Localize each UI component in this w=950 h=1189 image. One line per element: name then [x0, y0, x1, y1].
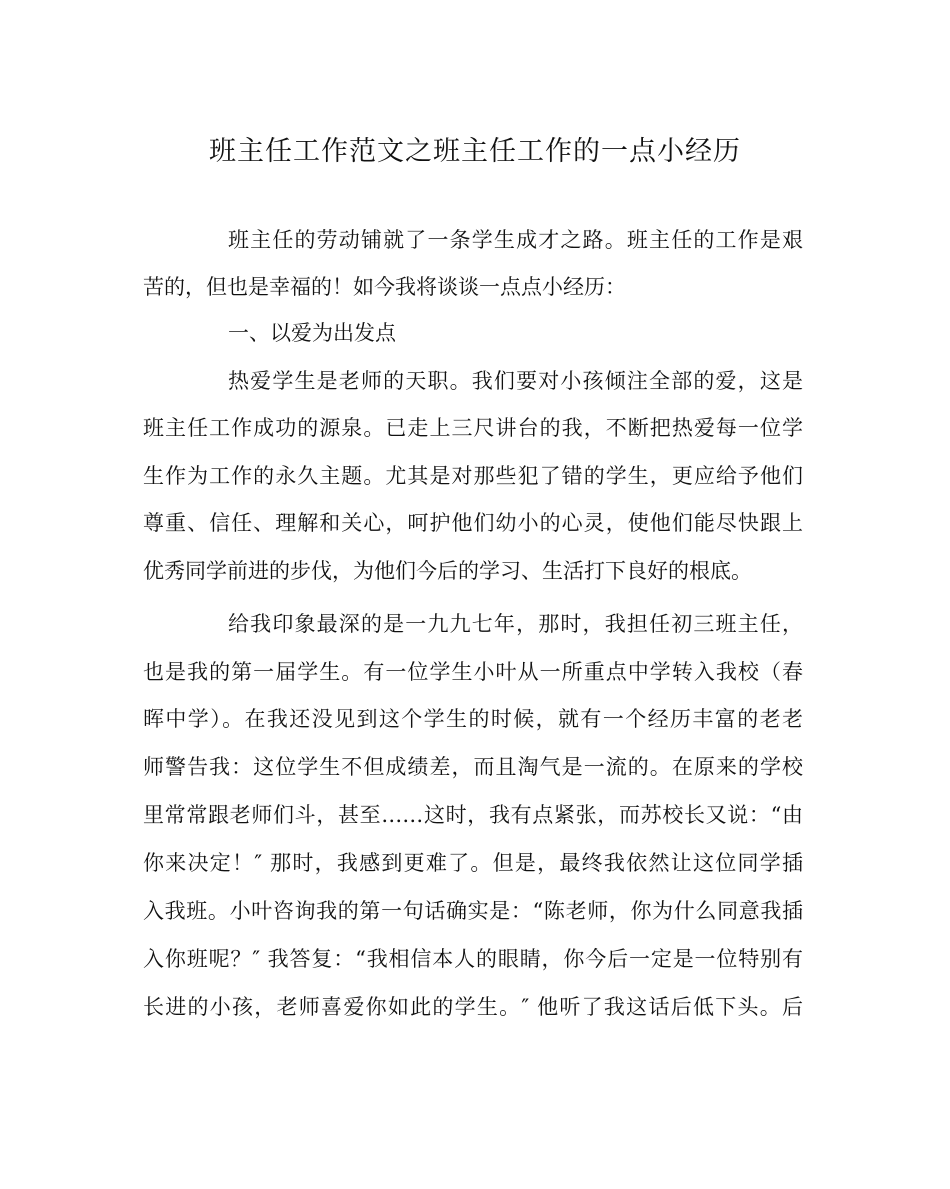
- paragraph-line: 班主任的劳动铺就了一条学生成才之路。班主任的工作是艰: [228, 228, 803, 252]
- paragraph-line: 长进的小孩，老师喜爱你如此的学生。″ 他听了我这话后低下头。后: [143, 995, 803, 1019]
- paragraph-line: 师警告我：这位学生不但成绩差，而且淘气是一流的。在原来的学校: [143, 755, 803, 779]
- paragraph-line: 热爱学生是老师的天职。我们要对小孩倾注全部的爱，这是: [228, 369, 803, 393]
- paragraph-line: 你来决定！″ 那时，我感到更难了。但是，最终我依然让这位同学插: [143, 851, 803, 875]
- paragraph-line: 生作为工作的永久主题。尤其是对那些犯了错的学生，更应给予他们: [143, 464, 803, 488]
- paragraph-line: 里常常跟老师们斗，甚至……这时，我有点紧张，而苏校长又说：“由: [143, 803, 803, 827]
- paragraph-line: 也是我的第一届学生。有一位学生小叶从一所重点中学转入我校（春: [143, 660, 803, 684]
- document-title: 班主任工作范文之班主任工作的一点小经历: [209, 136, 741, 167]
- paragraph-line: 苦的，但也是幸福的！如今我将谈谈一点点小经历：: [143, 275, 626, 299]
- section-heading: 一、以爱为出发点: [228, 321, 396, 345]
- paragraph-line: 尊重、信任、理解和关心，呵护他们幼小的心灵，使他们能尽快跟上: [143, 511, 803, 535]
- paragraph-line: 晖中学）。在我还没见到这个学生的时候，就有一个经历丰富的老老: [143, 707, 803, 731]
- paragraph-line: 入你班呢？″ 我答复：“我相信本人的眼睛，你今后一定是一位特别有: [143, 947, 803, 971]
- paragraph-line: 班主任工作成功的源泉。已走上三尺讲台的我，不断把热爱每一位学: [143, 416, 803, 440]
- paragraph-line: 入我班。小叶咨询我的第一句话确实是：“陈老师，你为什么同意我插: [143, 899, 803, 923]
- paragraph-line: 给我印象最深的是一九九七年，那时，我担任初三班主任，: [228, 612, 803, 636]
- paragraph-line: 优秀同学前进的步伐，为他们今后的学习、生活打下良好的根底。: [143, 559, 752, 583]
